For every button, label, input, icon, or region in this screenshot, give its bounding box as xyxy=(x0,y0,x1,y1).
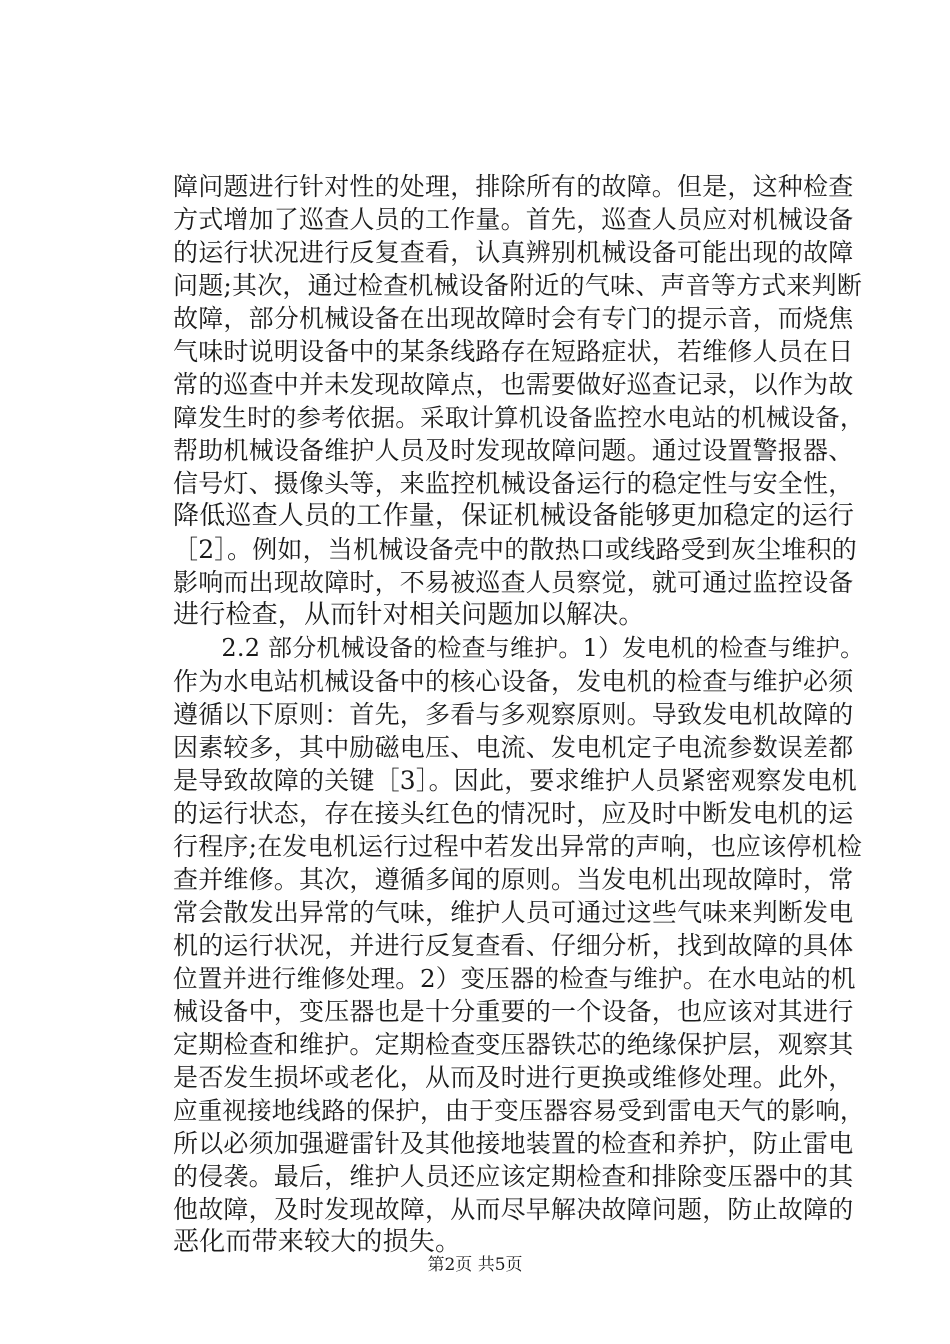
text-line: 常会散发出异常的气味，维护人员可通过这些气味来判断发电 xyxy=(173,898,854,927)
text-line: 行程序;在发电机运行过程中若发出异常的声响，也应该停机检 xyxy=(173,832,863,861)
text-line: 因素较多，其中励磁电压、电流、发电机定子电流参数误差都 xyxy=(173,733,854,762)
text-line: 信号灯、摄像头等，来监控机械设备运行的稳定性与安全性， xyxy=(173,469,854,498)
text-line: 的侵袭。最后，维护人员还应该定期检查和排除变压器中的其 xyxy=(173,1162,854,1191)
text-line: 恶化而带来较大的损失。 xyxy=(173,1227,462,1257)
text-line: 应重视接地线路的保护，由于变压器容易受到雷电天气的影响， xyxy=(173,1096,865,1125)
text-line: 进行检查，从而针对相关问题加以解决。 xyxy=(173,600,645,630)
text-line: 帮助机械设备维护人员及时发现故障问题。通过设置警报器、 xyxy=(173,436,854,465)
text-line: 定期检查和维护。定期检查变压器铁芯的绝缘保护层，观察其 xyxy=(173,1030,854,1059)
text-line: 所以必须加强避雷针及其他接地装置的检查和养护，防止雷电 xyxy=(173,1129,854,1158)
page-footer xyxy=(0,1250,950,1275)
page-number-label: 第2页 共5页 xyxy=(427,1255,523,1275)
text-line: 械设备中，变压器也是十分重要的一个设备，也应该对其进行 xyxy=(173,997,854,1026)
text-line: 遵循以下原则：首先，多看与多观察原则。导致发电机故障的 xyxy=(173,700,854,729)
text-line: 查并维修。其次，遵循多闻的原则。当发电机出现故障时，常 xyxy=(173,865,854,894)
section-heading-line: 2.2 部分机械设备的检查与维护。1）发电机的检查与维护。 xyxy=(173,634,865,662)
text-line: 气味时说明设备中的某条线路存在短路症状，若维修人员在日 xyxy=(173,337,854,366)
text-line: 故障，部分机械设备在出现故障时会有专门的提示音，而烧焦 xyxy=(173,304,854,333)
text-line: 问题;其次，通过检查机械设备附近的气味、声音等方式来判断 xyxy=(173,271,863,300)
text-line: 障发生时的参考依据。采取计算机设备监控水电站的机械设备， xyxy=(173,403,865,432)
text-line: 降低巡查人员的工作量，保证机械设备能够更加稳定的运行 xyxy=(173,501,855,531)
text-line: 常的巡查中并未发现故障点，也需要做好巡查记录，以作为故 xyxy=(173,370,854,399)
text-line: 影响而出现故障时，不易被巡查人员察觉，就可通过监控设备 xyxy=(173,568,854,597)
text-line: 是否发生损坏或老化，从而及时进行更换或维修处理。此外， xyxy=(173,1063,854,1092)
text-line: 的运行状况进行反复查看，认真辨别机械设备可能出现的故障 xyxy=(173,238,854,267)
text-line: 位置并进行维修处理。2）变压器的检查与维护。在水电站的机 xyxy=(173,964,856,993)
body-text xyxy=(173,170,865,1259)
text-line: 障问题进行针对性的处理，排除所有的故障。但是，这种检查 xyxy=(173,172,854,201)
text-line: 是导致故障的关键［3］。因此，要求维护人员紧密观察发电机 xyxy=(173,766,858,795)
text-line: 他故障，及时发现故障，从而尽早解决故障问题，防止故障的 xyxy=(173,1195,854,1224)
text-line: 作为水电站机械设备中的核心设备，发电机的检查与维护必须 xyxy=(173,667,854,696)
text-line: 的运行状态，存在接头红色的情况时，应及时中断发电机的运 xyxy=(173,799,854,828)
text-line: ［2］。例如，当机械设备壳中的散热口或线路受到灰尘堆积的 xyxy=(173,535,858,564)
text-line: 机的运行状况，并进行反复查看、仔细分析，找到故障的具体 xyxy=(173,931,854,960)
text-line: 方式增加了巡查人员的工作量。首先，巡查人员应对机械设备 xyxy=(173,205,854,234)
